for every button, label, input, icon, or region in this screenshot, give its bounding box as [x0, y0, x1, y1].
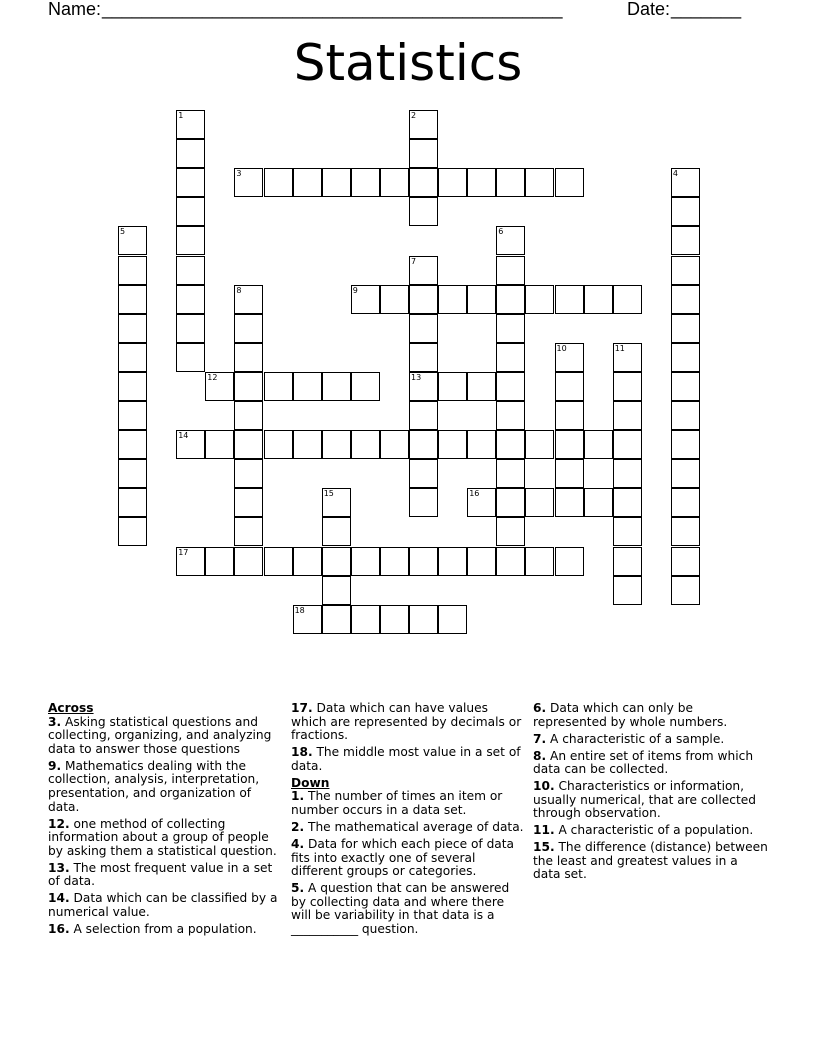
clue-text: The middle most value in a set of data.	[291, 745, 521, 773]
grid-cell[interactable]	[438, 430, 467, 459]
clue-across-13	[48, 862, 284, 889]
date-label: Date:	[627, 0, 671, 19]
grid-cell[interactable]	[118, 314, 147, 343]
grid-cell[interactable]	[613, 430, 642, 459]
grid-cell[interactable]	[264, 168, 293, 197]
grid-cell[interactable]	[671, 547, 700, 576]
grid-cell[interactable]	[555, 547, 584, 576]
clue-number: 8.	[533, 748, 547, 763]
grid-cell[interactable]	[322, 168, 351, 197]
grid-cell[interactable]	[205, 430, 234, 459]
down-heading: Down	[291, 775, 330, 790]
grid-cell[interactable]	[496, 314, 525, 343]
grid-cell[interactable]	[264, 430, 293, 459]
grid-cell[interactable]	[613, 488, 642, 517]
grid-cell[interactable]	[409, 343, 438, 372]
grid-cell[interactable]	[555, 401, 584, 430]
name-field[interactable]: ______________________________________________	[102, 0, 563, 19]
grid-cell[interactable]	[496, 459, 525, 488]
grid-cell[interactable]	[322, 517, 351, 546]
clue-across-3	[48, 716, 284, 757]
grid-cell[interactable]	[322, 547, 351, 576]
clues-column-1	[48, 702, 284, 940]
grid-cell[interactable]	[496, 517, 525, 546]
grid-clue-number: 3	[236, 169, 242, 179]
clue-number: 4.	[291, 836, 305, 851]
grid-cell[interactable]	[613, 459, 642, 488]
clue-across-16	[48, 923, 284, 937]
grid-cell[interactable]	[176, 256, 205, 285]
page-title: Statistics	[293, 34, 523, 92]
grid-cell[interactable]	[351, 605, 380, 634]
grid-cell[interactable]	[584, 430, 613, 459]
grid-cell[interactable]	[671, 226, 700, 255]
clue-text: Asking statistical questions and collecting, organizing, and analyzing data to answer those questions	[48, 714, 272, 756]
grid-cell[interactable]	[118, 459, 147, 488]
grid-cell[interactable]	[671, 430, 700, 459]
grid-cell[interactable]	[555, 168, 584, 197]
grid-cell[interactable]	[671, 517, 700, 546]
grid-cell[interactable]	[525, 168, 554, 197]
grid-cell[interactable]	[555, 488, 584, 517]
grid-cell[interactable]	[438, 372, 467, 401]
grid-clue-number: 6	[498, 227, 504, 237]
grid-cell[interactable]	[671, 197, 700, 226]
clue-number: 9.	[48, 758, 62, 773]
clue-number: 13.	[48, 860, 70, 875]
grid-cell[interactable]	[409, 430, 438, 459]
grid-cell[interactable]	[293, 430, 322, 459]
grid-cell[interactable]	[409, 459, 438, 488]
grid-cell[interactable]	[496, 285, 525, 314]
grid-cell[interactable]	[467, 168, 496, 197]
grid-cell[interactable]	[525, 488, 554, 517]
clue-text: A question that can be answered by collecting data and where there will be variability in that data is a ___________ question.	[291, 881, 510, 936]
grid-cell[interactable]	[118, 285, 147, 314]
clue-text: Data which can only be represented by whole numbers.	[533, 701, 728, 729]
grid-cell[interactable]	[234, 459, 263, 488]
clue-text: The most frequent value in a set of data.	[48, 860, 273, 889]
grid-cell[interactable]	[293, 168, 322, 197]
grid-cell[interactable]	[322, 372, 351, 401]
grid-cell[interactable]	[380, 605, 409, 634]
clue-across-14	[48, 892, 284, 919]
grid-cell[interactable]	[613, 401, 642, 430]
clues-column-2	[291, 702, 527, 940]
grid-clue-number: 2	[411, 111, 417, 120]
grid-cell[interactable]	[496, 547, 525, 576]
grid-cell[interactable]	[118, 343, 147, 372]
grid-cell[interactable]	[322, 576, 351, 605]
grid-cell[interactable]	[496, 430, 525, 459]
grid-cell[interactable]	[234, 430, 263, 459]
grid-cell[interactable]	[351, 168, 380, 197]
grid-cell[interactable]	[671, 343, 700, 372]
grid-clue-number: 9	[352, 285, 358, 295]
grid-clue-number: 12	[207, 372, 218, 382]
grid-clue-number: 1	[178, 111, 184, 120]
grid-cell[interactable]	[264, 372, 293, 401]
clue-down-5	[291, 882, 527, 936]
grid-cell[interactable]	[409, 605, 438, 634]
clue-down-6	[533, 702, 769, 729]
grid-cell[interactable]	[671, 256, 700, 285]
grid-cell[interactable]	[176, 168, 205, 197]
grid-cell[interactable]	[496, 343, 525, 372]
grid-cell[interactable]	[380, 285, 409, 314]
grid-cell[interactable]	[409, 285, 438, 314]
grid-clue-number: 5	[120, 227, 126, 237]
clue-text: The mathematical average of data.	[308, 819, 524, 834]
grid-cell[interactable]	[176, 226, 205, 255]
grid-cell[interactable]	[234, 372, 263, 401]
clue-number: 11.	[533, 823, 555, 838]
grid-cell[interactable]	[234, 401, 263, 430]
clue-across-9	[48, 760, 284, 814]
grid-clue-number: 8	[236, 285, 242, 295]
grid-cell[interactable]	[176, 139, 205, 168]
grid-cell[interactable]	[118, 430, 147, 459]
grid-cell[interactable]	[409, 547, 438, 576]
grid-cell[interactable]	[438, 168, 467, 197]
grid-cell[interactable]	[438, 605, 467, 634]
grid-cell[interactable]	[467, 547, 496, 576]
clue-down-8	[533, 750, 769, 777]
grid-clue-number: 11	[614, 343, 625, 353]
grid-cell[interactable]	[671, 459, 700, 488]
grid-clue-number: 14	[178, 431, 189, 441]
grid-cell[interactable]	[438, 547, 467, 576]
clue-text: Mathematics dealing with the collection, analysis, interpretation, presentation, and organization of data.	[48, 758, 260, 814]
grid-cell[interactable]	[322, 605, 351, 634]
grid-cell[interactable]	[467, 372, 496, 401]
grid-cell[interactable]	[671, 488, 700, 517]
clue-number: 3.	[48, 714, 62, 729]
grid-cell[interactable]	[438, 285, 467, 314]
grid-cell[interactable]	[584, 488, 613, 517]
clue-number: 2.	[291, 819, 305, 834]
across-heading: Across	[48, 701, 94, 715]
clue-number: 6.	[533, 701, 547, 715]
grid-cell[interactable]	[555, 372, 584, 401]
clue-text: The difference (distance) between the least and greatest values in a data set.	[533, 840, 768, 882]
grid-cell[interactable]	[351, 372, 380, 401]
clue-number: 5.	[291, 881, 305, 896]
clue-number: 17.	[291, 701, 313, 715]
grid-cell[interactable]	[613, 372, 642, 401]
grid-clue-number: 17	[178, 547, 189, 557]
grid-cell[interactable]	[380, 547, 409, 576]
clue-down-11	[533, 824, 769, 838]
clue-number: 14.	[48, 891, 70, 906]
grid-cell[interactable]	[234, 314, 263, 343]
grid-cell[interactable]	[409, 488, 438, 517]
clue-number: 10.	[533, 779, 555, 794]
clue-text: A characteristic of a population.	[558, 823, 754, 838]
clue-text: one method of collecting information about a group of people by asking them a statistical question.	[48, 816, 277, 858]
grid-cell[interactable]	[380, 430, 409, 459]
grid-cell[interactable]	[613, 576, 642, 605]
grid-cell[interactable]	[409, 314, 438, 343]
clue-across-12	[48, 818, 284, 859]
grid-clue-number: 15	[323, 489, 334, 499]
clues-column-3	[533, 702, 769, 885]
grid-cell[interactable]	[671, 576, 700, 605]
grid-cell[interactable]	[467, 285, 496, 314]
grid-cell[interactable]	[176, 343, 205, 372]
clue-number: 18.	[291, 745, 313, 760]
grid-cell[interactable]	[234, 517, 263, 546]
clue-text: Data which can have values which are represented by decimals or fractions.	[291, 701, 522, 743]
clue-down-2	[291, 821, 527, 835]
clue-text: Data which can be classified by a numerical value.	[48, 891, 278, 919]
clue-text: A characteristic of a sample.	[550, 731, 725, 746]
grid-cell[interactable]	[613, 285, 642, 314]
name-label: Name:	[48, 0, 102, 19]
grid-cell[interactable]	[555, 430, 584, 459]
clue-number: 12.	[48, 816, 70, 831]
grid-cell[interactable]	[555, 459, 584, 488]
grid-cell[interactable]	[264, 547, 293, 576]
grid-cell[interactable]	[234, 343, 263, 372]
grid-cell[interactable]	[409, 401, 438, 430]
grid-cell[interactable]	[496, 372, 525, 401]
date-field[interactable]: _______	[671, 0, 742, 19]
grid-clue-number: 13	[411, 372, 422, 382]
grid-cell[interactable]	[671, 372, 700, 401]
grid-cell[interactable]	[118, 401, 147, 430]
grid-cell[interactable]	[118, 488, 147, 517]
grid-cell[interactable]	[205, 547, 234, 576]
grid-cell[interactable]	[467, 430, 496, 459]
grid-cell[interactable]	[351, 430, 380, 459]
clue-number: 15.	[533, 840, 555, 855]
grid-cell[interactable]	[176, 285, 205, 314]
grid-cell[interactable]	[322, 430, 351, 459]
grid-cell[interactable]	[525, 285, 554, 314]
clue-down-7	[533, 733, 769, 747]
grid-cell[interactable]	[118, 256, 147, 285]
grid-cell[interactable]	[671, 285, 700, 314]
grid-cell[interactable]	[118, 517, 147, 546]
grid-cell[interactable]	[293, 547, 322, 576]
grid-cell[interactable]	[176, 197, 205, 226]
grid-cell[interactable]	[409, 168, 438, 197]
grid-cell[interactable]	[380, 168, 409, 197]
grid-clue-number: 7	[411, 256, 417, 266]
grid-cell[interactable]	[351, 547, 380, 576]
clue-down-15	[533, 841, 769, 882]
grid-cell[interactable]	[293, 372, 322, 401]
grid-cell[interactable]	[496, 488, 525, 517]
grid-cell[interactable]	[496, 256, 525, 285]
clue-text: The number of times an item or number occurs in a data set.	[291, 789, 503, 817]
grid-cell[interactable]	[234, 547, 263, 576]
clue-across-17	[291, 702, 527, 743]
grid-cell[interactable]	[671, 401, 700, 430]
grid-cell[interactable]	[496, 401, 525, 430]
grid-cell[interactable]	[118, 372, 147, 401]
grid-cell[interactable]	[555, 285, 584, 314]
clue-down-4	[291, 838, 527, 879]
grid-clue-number: 16	[469, 489, 480, 499]
grid-cell[interactable]	[584, 285, 613, 314]
clue-number: 7.	[533, 731, 547, 746]
grid-cell[interactable]	[496, 168, 525, 197]
grid-cell[interactable]	[409, 139, 438, 168]
clue-down-1	[291, 790, 527, 817]
clue-text: Characteristics or information, usually numerical, that are collected through observation.	[533, 779, 756, 821]
clue-across-18	[291, 746, 527, 773]
grid-cell[interactable]	[525, 547, 554, 576]
grid-cell[interactable]	[176, 314, 205, 343]
clue-text: An entire set of items from which data can be collected.	[533, 748, 754, 777]
grid-cell[interactable]	[613, 517, 642, 546]
clue-text: A selection from a population.	[73, 921, 257, 936]
grid-cell[interactable]	[234, 488, 263, 517]
grid-clue-number: 10	[556, 343, 567, 353]
grid-clue-number: 4	[672, 169, 678, 179]
clue-text: Data for which each piece of data fits into exactly one of several different groups or categories.	[291, 836, 515, 879]
grid-cell[interactable]	[613, 547, 642, 576]
grid-cell[interactable]	[409, 197, 438, 226]
grid-cell[interactable]	[671, 314, 700, 343]
grid-cell[interactable]	[525, 430, 554, 459]
clue-number: 1.	[291, 789, 305, 804]
grid-clue-number: 18	[294, 605, 305, 615]
clue-down-10	[533, 780, 769, 821]
clue-number: 16.	[48, 921, 70, 936]
